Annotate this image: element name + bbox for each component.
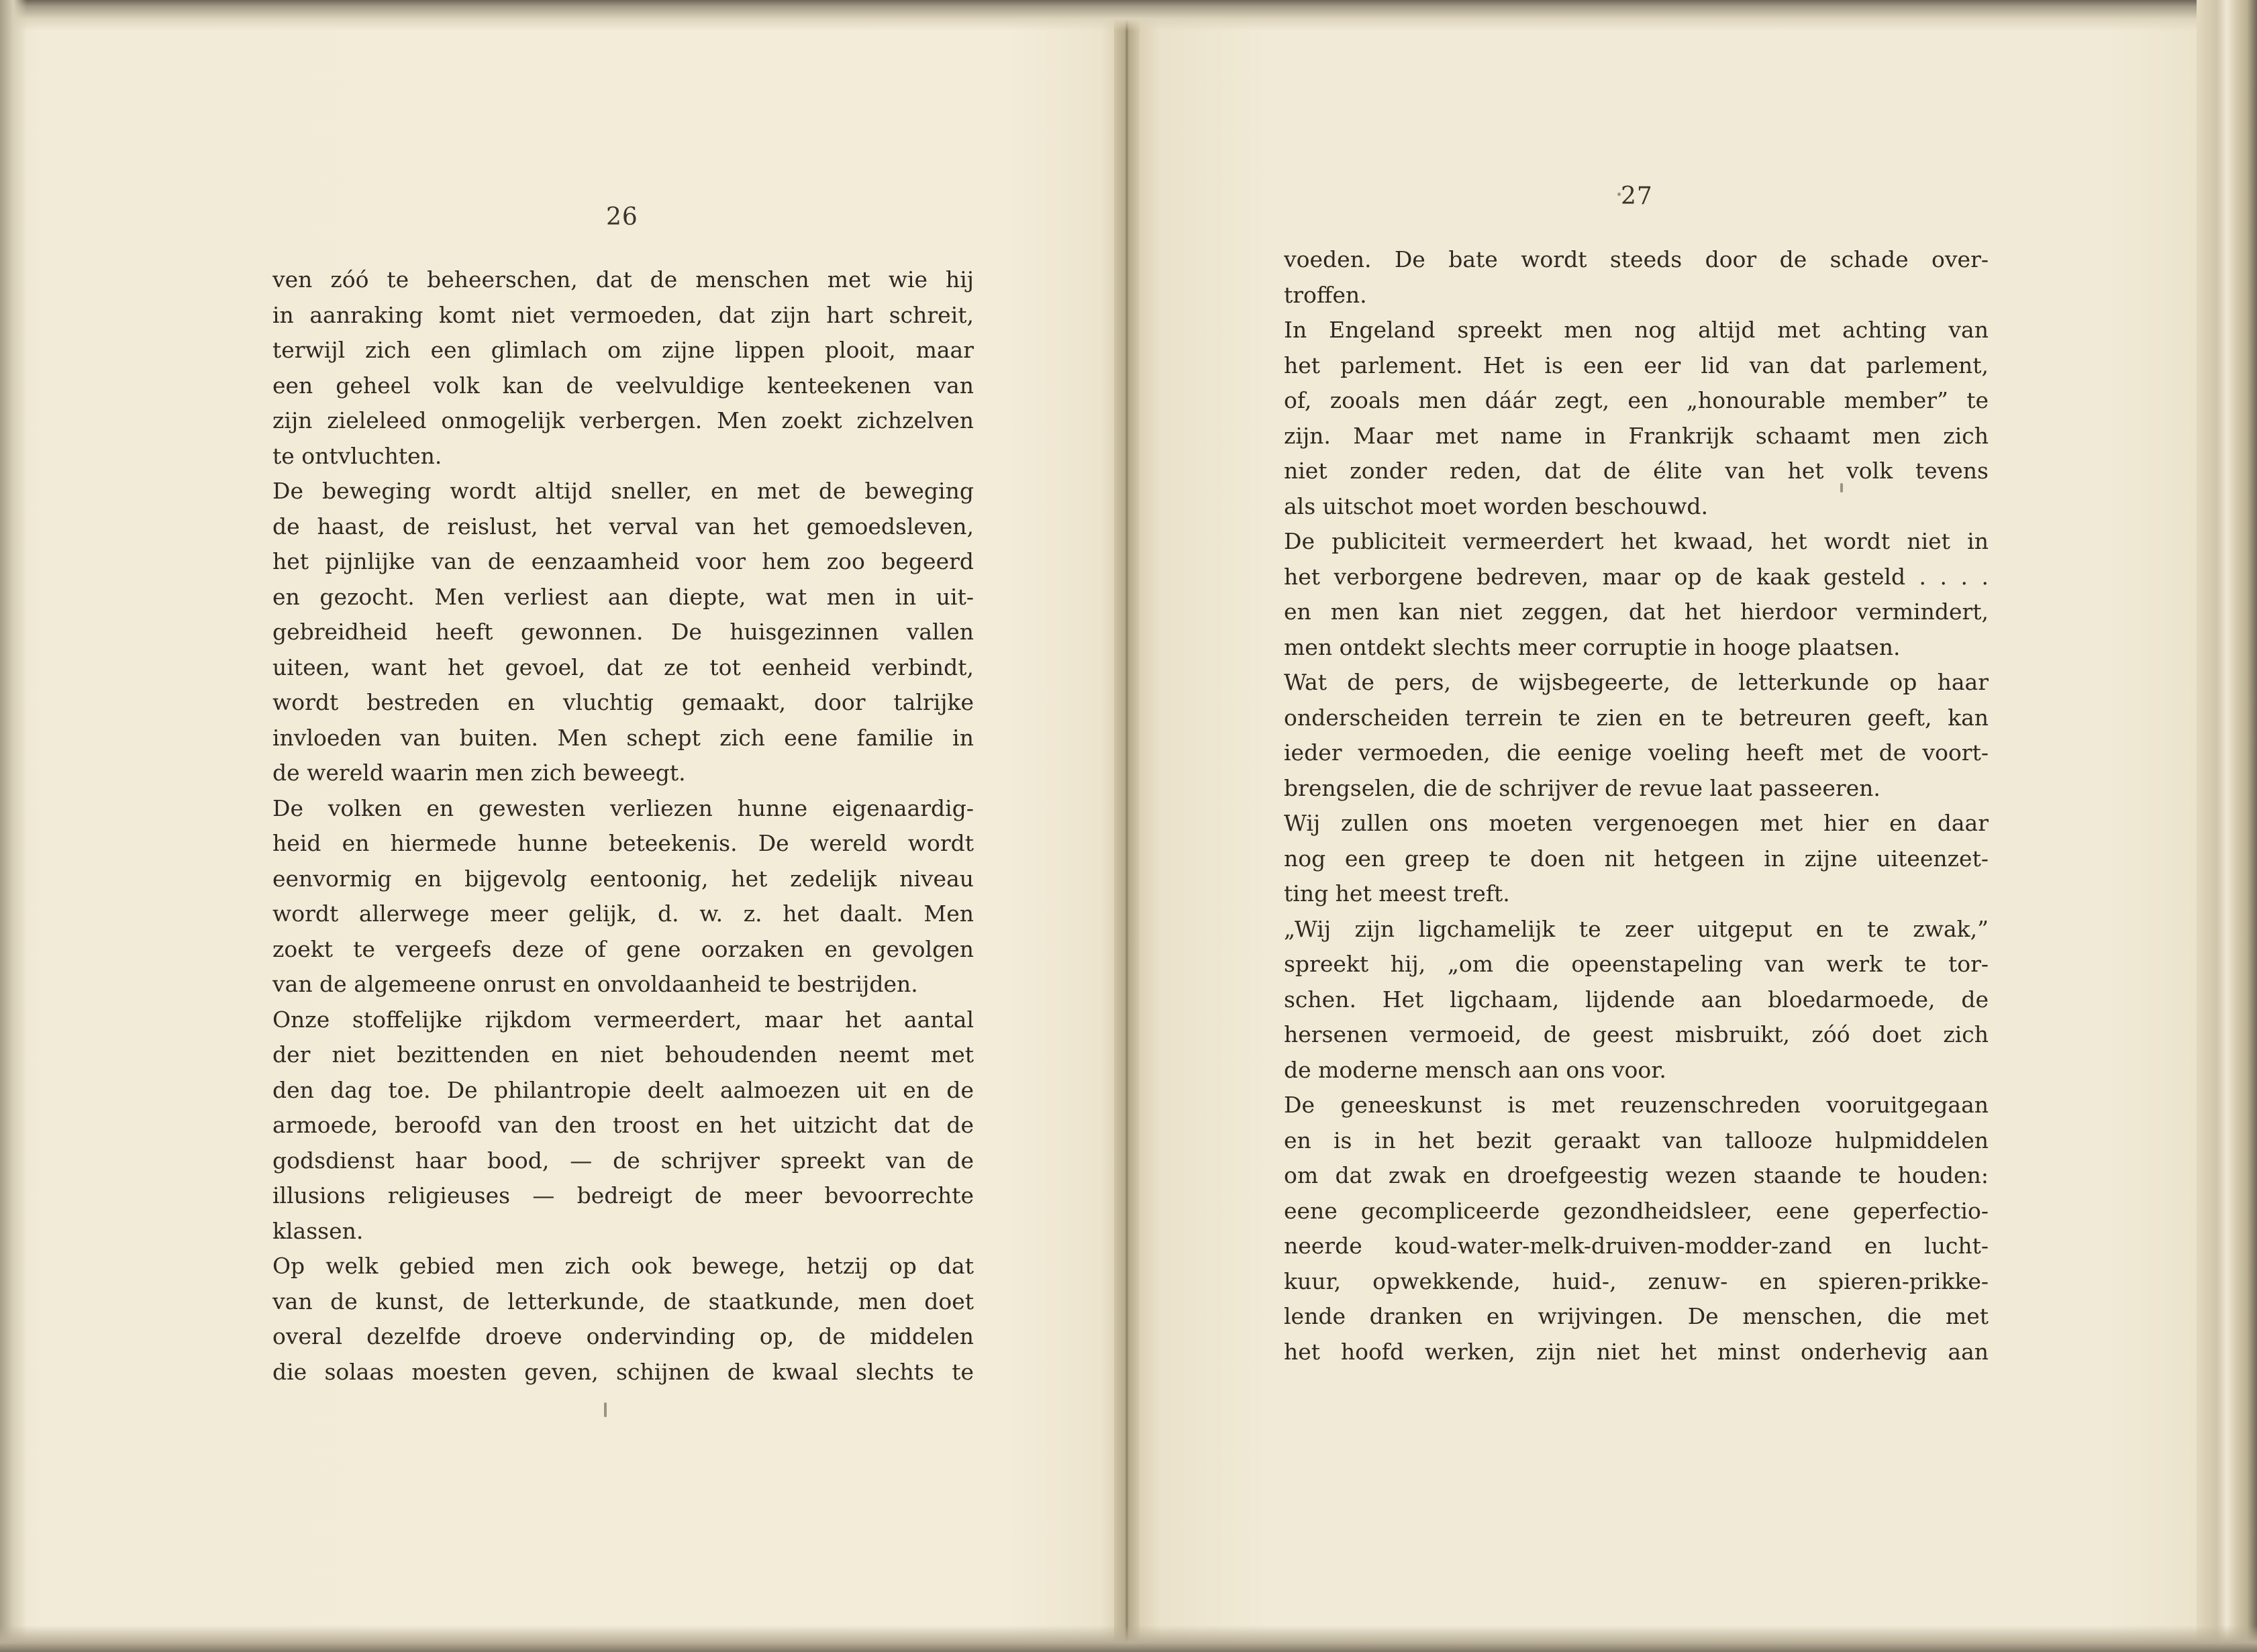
text-line: en men kan niet zeggen, dat het hierdoor vermindert,	[1284, 599, 1989, 625]
text-line: het pijnlijke van de eenzaamheid voor hem zoo begeerd	[272, 548, 974, 574]
text-line: voeden. De bate wordt steeds door de schade over-	[1284, 246, 1989, 272]
left-page-edge	[0, 0, 27, 1652]
text-line: neerde koud-water-melk-druiven-modder-zand en lucht-	[1284, 1233, 1989, 1259]
text-line: uiteen, want het gevoel, dat ze tot eenheid verbindt,	[272, 654, 974, 680]
text-line: De volken en gewesten verliezen hunne eigenaardig-	[272, 794, 974, 821]
text-line: De beweging wordt altijd sneller, en met de beweging	[272, 478, 974, 504]
text-line: nog een greep te doen nit hetgeen in zijne uiteenzet-	[1284, 845, 1989, 872]
text-line: te ontvluchten.	[272, 442, 442, 469]
text-line: en gezocht. Men verliest aan diepte, wat men in uit-	[272, 583, 974, 610]
text-line: eene gecompliceerde gezondheidsleer, eene geperfectio-	[1284, 1197, 1989, 1224]
text-line: of, zooals men dáár zegt, een „honourable member” te	[1284, 387, 1989, 413]
text-line: om dat zwak en droefgeestig wezen staande te houden:	[1284, 1162, 1989, 1188]
text-line: als uitschot moet worden beschouwd.	[1284, 493, 1709, 519]
text-line: armoede, beroofd van den troost en het uitzicht dat de	[272, 1112, 974, 1138]
text-line: heid en hiermede hunne beteekenis. De wereld wordt	[272, 830, 974, 856]
text-line: het parlement. Het is een eer lid van dat parlement,	[1284, 352, 1989, 378]
text-line: ven zóó te beheerschen, dat de menschen met wie hij	[272, 266, 974, 293]
text-line: het hoofd werken, zijn niet het minst onderhevig aan	[1284, 1338, 1989, 1365]
left-page-text	[272, 262, 974, 1390]
book-gutter	[1114, 0, 1140, 1652]
text-line: invloeden van buiten. Men schept zich eene familie in	[272, 724, 974, 751]
text-line: den dag toe. De philantropie deelt aalmoezen uit en de	[272, 1076, 974, 1103]
text-line: „Wij zijn ligchamelijk te zeer uitgeput en te zwak,”	[1284, 915, 1989, 942]
text-line: overal dezelfde droeve ondervinding op, de middelen	[272, 1323, 974, 1349]
text-line: niet zonder reden, dat de élite van het volk tevens	[1284, 458, 1989, 484]
text-line: in aanraking komt niet vermoeden, dat zijn hart schreit,	[272, 301, 974, 328]
bottom-page-edge	[0, 1625, 2257, 1652]
text-line: ting het meest treft.	[1284, 880, 1510, 907]
text-line: Wij zullen ons moeten vergenoegen met hier en daar	[1284, 810, 1989, 836]
text-line: Wat de pers, de wijsbegeerte, de letterkunde op haar	[1284, 669, 1989, 695]
text-line: godsdienst haar bood, — de schrijver spreekt van de	[272, 1147, 974, 1174]
text-line: Op welk gebied men zich ook bewege, hetzij op dat	[272, 1253, 974, 1279]
top-page-edge	[0, 0, 2257, 31]
text-line: de moderne mensch aan ons voor.	[1284, 1056, 1666, 1083]
text-line: kuur, opwekkende, huid-, zenuw- en spieren-prikke-	[1284, 1268, 1989, 1294]
text-line: terwijl zich een glimlach om zijne lippen plooit, maar	[272, 337, 974, 363]
text-line: gebreidheid heeft gewonnen. De huisgezinnen vallen	[272, 619, 974, 645]
text-line: De publiciteit vermeerdert het kwaad, het wordt niet in	[1284, 528, 1989, 554]
left-page-number: 26	[606, 203, 638, 231]
right-page-number: 27	[1621, 183, 1653, 210]
text-line: schen. Het ligchaam, lijdende aan bloedarmoede, de	[1284, 986, 1989, 1013]
text-line: wordt allerwege meer gelijk, d. w. z. het daalt. Men	[272, 900, 974, 927]
text-line: zoekt te vergeefs deze of gene oorzaken en gevolgen	[272, 935, 974, 962]
text-line: zijn. Maar met name in Frankrijk schaamt men zich	[1284, 422, 1989, 449]
text-line: onderscheiden terrein te zien en te betreuren geeft, kan	[1284, 704, 1989, 731]
text-line: en is in het bezit geraakt van tallooze hulpmiddelen	[1284, 1127, 1989, 1153]
text-line: lende dranken en wrijvingen. De menschen, die met	[1284, 1303, 1989, 1329]
text-line: klassen.	[272, 1217, 364, 1244]
text-line: eenvormig en bijgevolg eentoonig, het zedelijk niveau	[272, 865, 974, 892]
right-page-text	[1284, 242, 1989, 1370]
paper-speck	[604, 1402, 607, 1417]
text-line: In Engeland spreekt men nog altijd met achting van	[1284, 317, 1989, 343]
text-line: Onze stoffelijke rijkdom vermeerdert, maar het aantal	[272, 1006, 974, 1033]
text-line: spreekt hij, „om die opeenstapeling van werk te tor-	[1284, 951, 1989, 977]
text-line: troffen.	[1284, 281, 1367, 308]
text-line: de wereld waarin men zich beweegt.	[272, 760, 686, 786]
text-line: van de algemeene onrust en onvoldaanheid te bestrijden.	[272, 971, 918, 997]
text-line: illusions religieuses — bedreigt de meer bevoorrechte	[272, 1182, 974, 1208]
text-line: die solaas moesten geven, schijnen de kwaal slechts te	[272, 1358, 974, 1385]
text-line: een geheel volk kan de veelvuldige kenteekenen van	[272, 372, 974, 399]
text-line: zijn zieleleed onmogelijk verbergen. Men zoekt zichzelven	[272, 407, 974, 433]
text-line: der niet bezittenden en niet behoudenden neemt met	[272, 1041, 974, 1068]
right-page-edges	[2197, 0, 2257, 1652]
text-line: men ontdekt slechts meer corruptie in hooge plaatsen.	[1284, 633, 1901, 660]
text-line: het verborgene bedreven, maar op de kaak gesteld . . . .	[1284, 563, 1989, 590]
text-line: De geneeskunst is met reuzenschreden vooruitgegaan	[1284, 1092, 1989, 1118]
text-line: wordt bestreden en vluchtig gemaakt, door talrijke	[272, 689, 974, 715]
text-line: van de kunst, de letterkunde, de staatkunde, men doet	[272, 1288, 974, 1314]
text-line: hersenen vermoeid, de geest misbruikt, zóó doet zich	[1284, 1021, 1989, 1047]
text-line: brengselen, die de schrijver de revue laat passeeren.	[1284, 774, 1880, 801]
text-line: de haast, de reislust, het verval van het gemoedsleven,	[272, 513, 974, 539]
text-line: ieder vermoeden, die eenige voeling heeft met de voort-	[1284, 739, 1989, 766]
